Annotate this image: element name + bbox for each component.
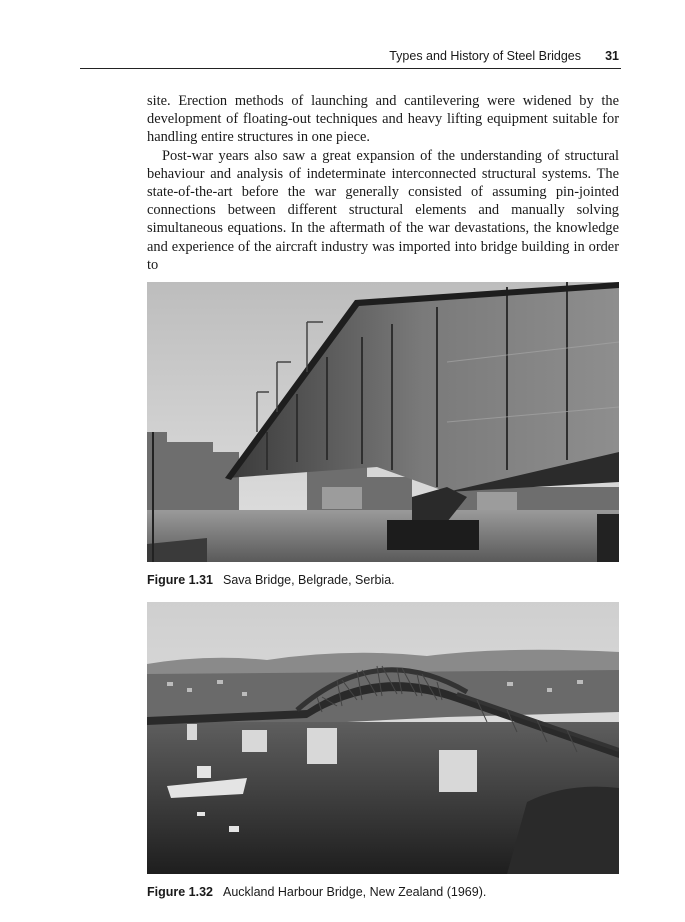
running-head [80, 46, 621, 69]
paragraph: Post-war years also saw a great expansion of the understanding of structural behaviour and analysis of indeterminate interconnected structural systems. The state-of-the-art before the war generally consisted of assuming pin-jointed connections between different structural elements and manually solving simultaneous equations. In the aftermath of the war devastations, the knowledge and experience of the aircraft industry was imported into bridge building in order to [147, 147, 619, 273]
body-text [147, 92, 619, 274]
auckland-bridge-image [147, 602, 619, 874]
sava-bridge-image [147, 282, 619, 562]
figure-sava-bridge-photo [147, 282, 619, 562]
figure-caption-text: Sava Bridge, Belgrade, Serbia. [223, 573, 395, 587]
figure-label: Figure 1.31 [147, 573, 213, 587]
page-number: 31 [605, 49, 619, 63]
figure-caption-text: Auckland Harbour Bridge, New Zealand (1969). [223, 885, 487, 899]
figure-caption [147, 885, 486, 899]
figure-auckland-harbour-bridge-photo [147, 602, 619, 874]
figure-caption [147, 573, 395, 587]
paragraph: site. Erection methods of launching and cantilevering were widened by the development of floating-out techniques and heavy lifting equipment suitable for handling entire structures in one piece. [147, 93, 619, 146]
running-head-title: Types and History of Steel Bridges [389, 49, 581, 63]
figure-label: Figure 1.32 [147, 885, 213, 899]
